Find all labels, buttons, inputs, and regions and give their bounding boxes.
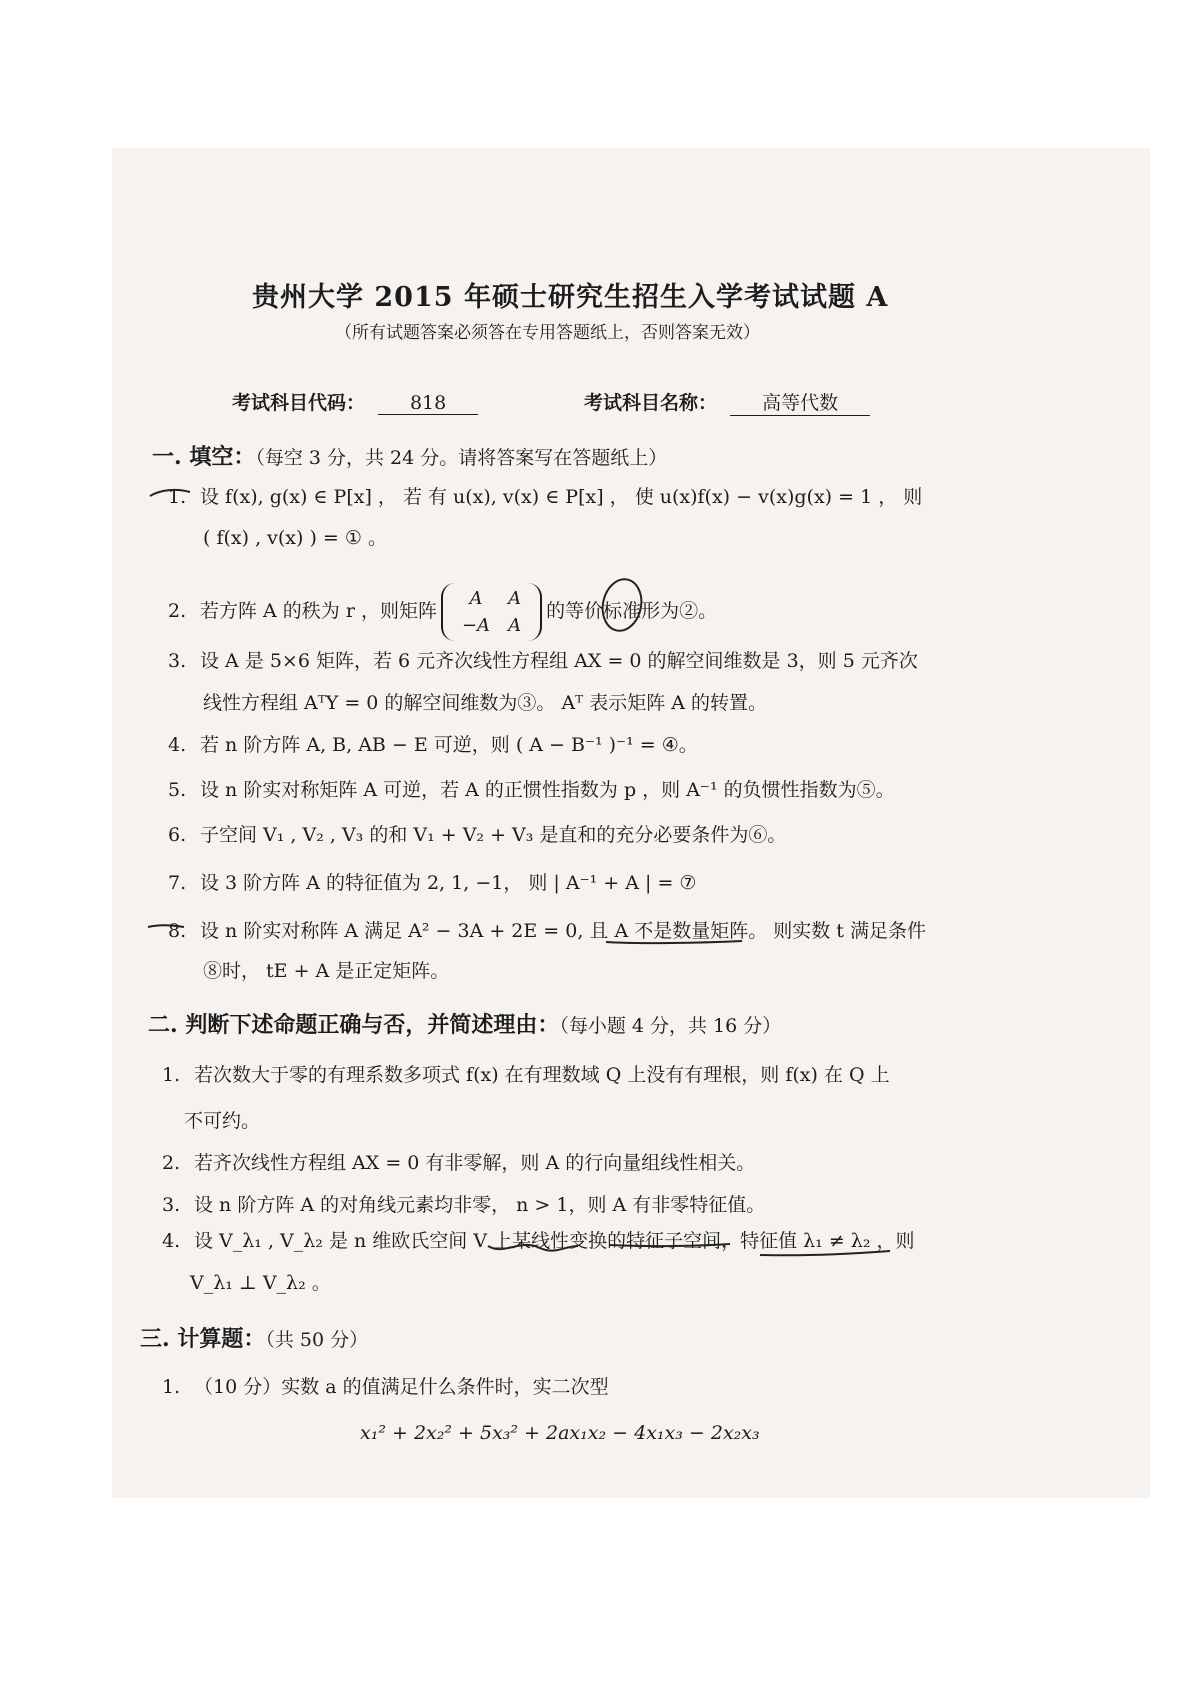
s1-item5-number: 5. [168,779,187,801]
s1-item2-number: 2. [168,600,187,622]
s1-item5-text: 设 n 阶实对称矩阵 A 可逆，若 A 的正惯性指数为 p ，则 A⁻¹ 的负惯性指数为⑤。 [200,779,895,801]
matrix-cell: A [469,588,483,609]
s1-item4-number: 4. [168,734,187,756]
s2-item4-text: 设 V_λ₁ , V_λ₂ 是 n 维欧氏空间 V 上某线性变换的特征子空间，特征值 λ₁ ≠ λ₂ ，则 [194,1230,915,1252]
s1-item1-text: 设 f(x), g(x) ∈ P[x] ， 若 有 u(x), v(x) ∈ P[x] ， 使 u(x)f(x) − v(x)g(x) = 1 ， 则 [200,486,923,508]
pen-underline-item1 [150,490,190,496]
s2-item2-number: 2. [162,1152,181,1174]
s2-item4-line2: V_λ₁ ⊥ V_λ₂ 。 [190,1272,331,1294]
pen-underline-item8 [606,941,742,943]
s2-item4-number: 4. [162,1230,181,1252]
subject-name-label: 考试科目名称： [584,392,718,414]
s2-item3-number: 3. [162,1194,181,1216]
section2-note: （每小题 4 分，共 16 分） [559,1015,782,1037]
s1-item8-text: 设 n 阶实对称阵 A 满足 A² − 3A + 2E = 0, 且 A 不是数量矩阵。 则实数 t 满足条件 [200,920,926,942]
s2-item1-number: 1. [162,1064,181,1086]
answer-note: （所有试题答案必须答在专用答题纸上，否则答案无效） [335,323,760,343]
s2-item1-text: 若次数大于零的有理系数多项式 f(x) 在有理数域 Q 上没有有理根，则 f(x) 在 Q 上 [194,1064,890,1086]
section2-heading: 二. 判断下述命题正确与否，并简述理由： [148,1012,560,1038]
matrix-cell: A [508,615,522,636]
subject-code-value: 818 [378,392,478,415]
subject-name-value: 高等代数 [730,388,870,416]
section3-note: （共 50 分） [265,1329,369,1351]
s3-item1-number: 1. [162,1376,181,1398]
section3-heading: 三. 计算题： [140,1326,266,1352]
s1-item4-text: 若 n 阶方阵 A, B, AB − E 可逆，则 ( A − B⁻¹ )⁻¹ = ④。 [200,734,698,756]
pen-underline-eigen [760,1251,890,1255]
s1-item3-line2: 线性方程组 AᵀY = 0 的解空间维数为③。 Aᵀ 表示矩阵 A 的转置。 [203,692,767,714]
matrix-cell: −A [461,615,491,636]
pen-underline-subspace [610,1244,730,1246]
exam-title: 贵州大学 2015 年硕士研究生招生入学考试试题 A [252,282,889,313]
pen-wavy-underline [488,1245,578,1251]
s1-item7-number: 7. [168,872,187,894]
s1-item6-number: 6. [168,824,187,846]
s1-item2-text-a: 若方阵 A 的秩为 r ，则矩阵 [200,600,437,622]
pen-circle-mark [598,576,646,635]
section1-note: （每空 3 分，共 24 分。请将答案写在答题纸上） [255,447,668,469]
s1-item1-number: 1. [168,486,187,508]
pen-strike-item8 [148,925,184,927]
s1-item8-line2: ⑧时， tE + A 是正定矩阵。 [203,960,450,982]
s2-item1-line2: 不可约。 [184,1110,261,1132]
subject-code-label: 考试科目代码： [232,392,366,414]
s1-item8-number: 8. [168,920,187,942]
s3-item1-text: （10 分）实数 a 的值满足什么条件时，实二次型 [194,1376,609,1398]
s1-item2-text-b: 的等价标准形为②。 [546,600,718,622]
s2-item2-text: 若齐次线性方程组 AX = 0 有非零解，则 A 的行向量组线性相关。 [194,1152,756,1174]
quadratic-form: x₁² + 2x₂² + 5x₃² + 2ax₁x₂ − 4x₁x₃ − 2x₂x₃ [360,1422,760,1444]
s1-item6-text: 子空间 V₁ , V₂ , V₃ 的和 V₁ + V₂ + V₃ 是直和的充分必要条件为⑥。 [200,824,787,846]
s2-item3-text: 设 n 阶方阵 A 的对角线元素均非零， n > 1，则 A 有非零特征值。 [194,1194,766,1216]
s1-item3-text: 设 A 是 5×6 矩阵，若 6 元齐次线性方程组 AX = 0 的解空间维数是 3，则 5 元齐次 [200,650,918,672]
s1-item7-text: 设 3 阶方阵 A 的特征值为 2, 1, −1， 则 | A⁻¹ + A | = ⑦ [200,872,697,894]
section1-heading: 一. 填空： [152,444,256,470]
matrix-cell: A [508,588,522,609]
s1-item1-line2: ( f(x) , v(x) ) = ① 。 [203,527,387,549]
s1-item3-number: 3. [168,650,187,672]
